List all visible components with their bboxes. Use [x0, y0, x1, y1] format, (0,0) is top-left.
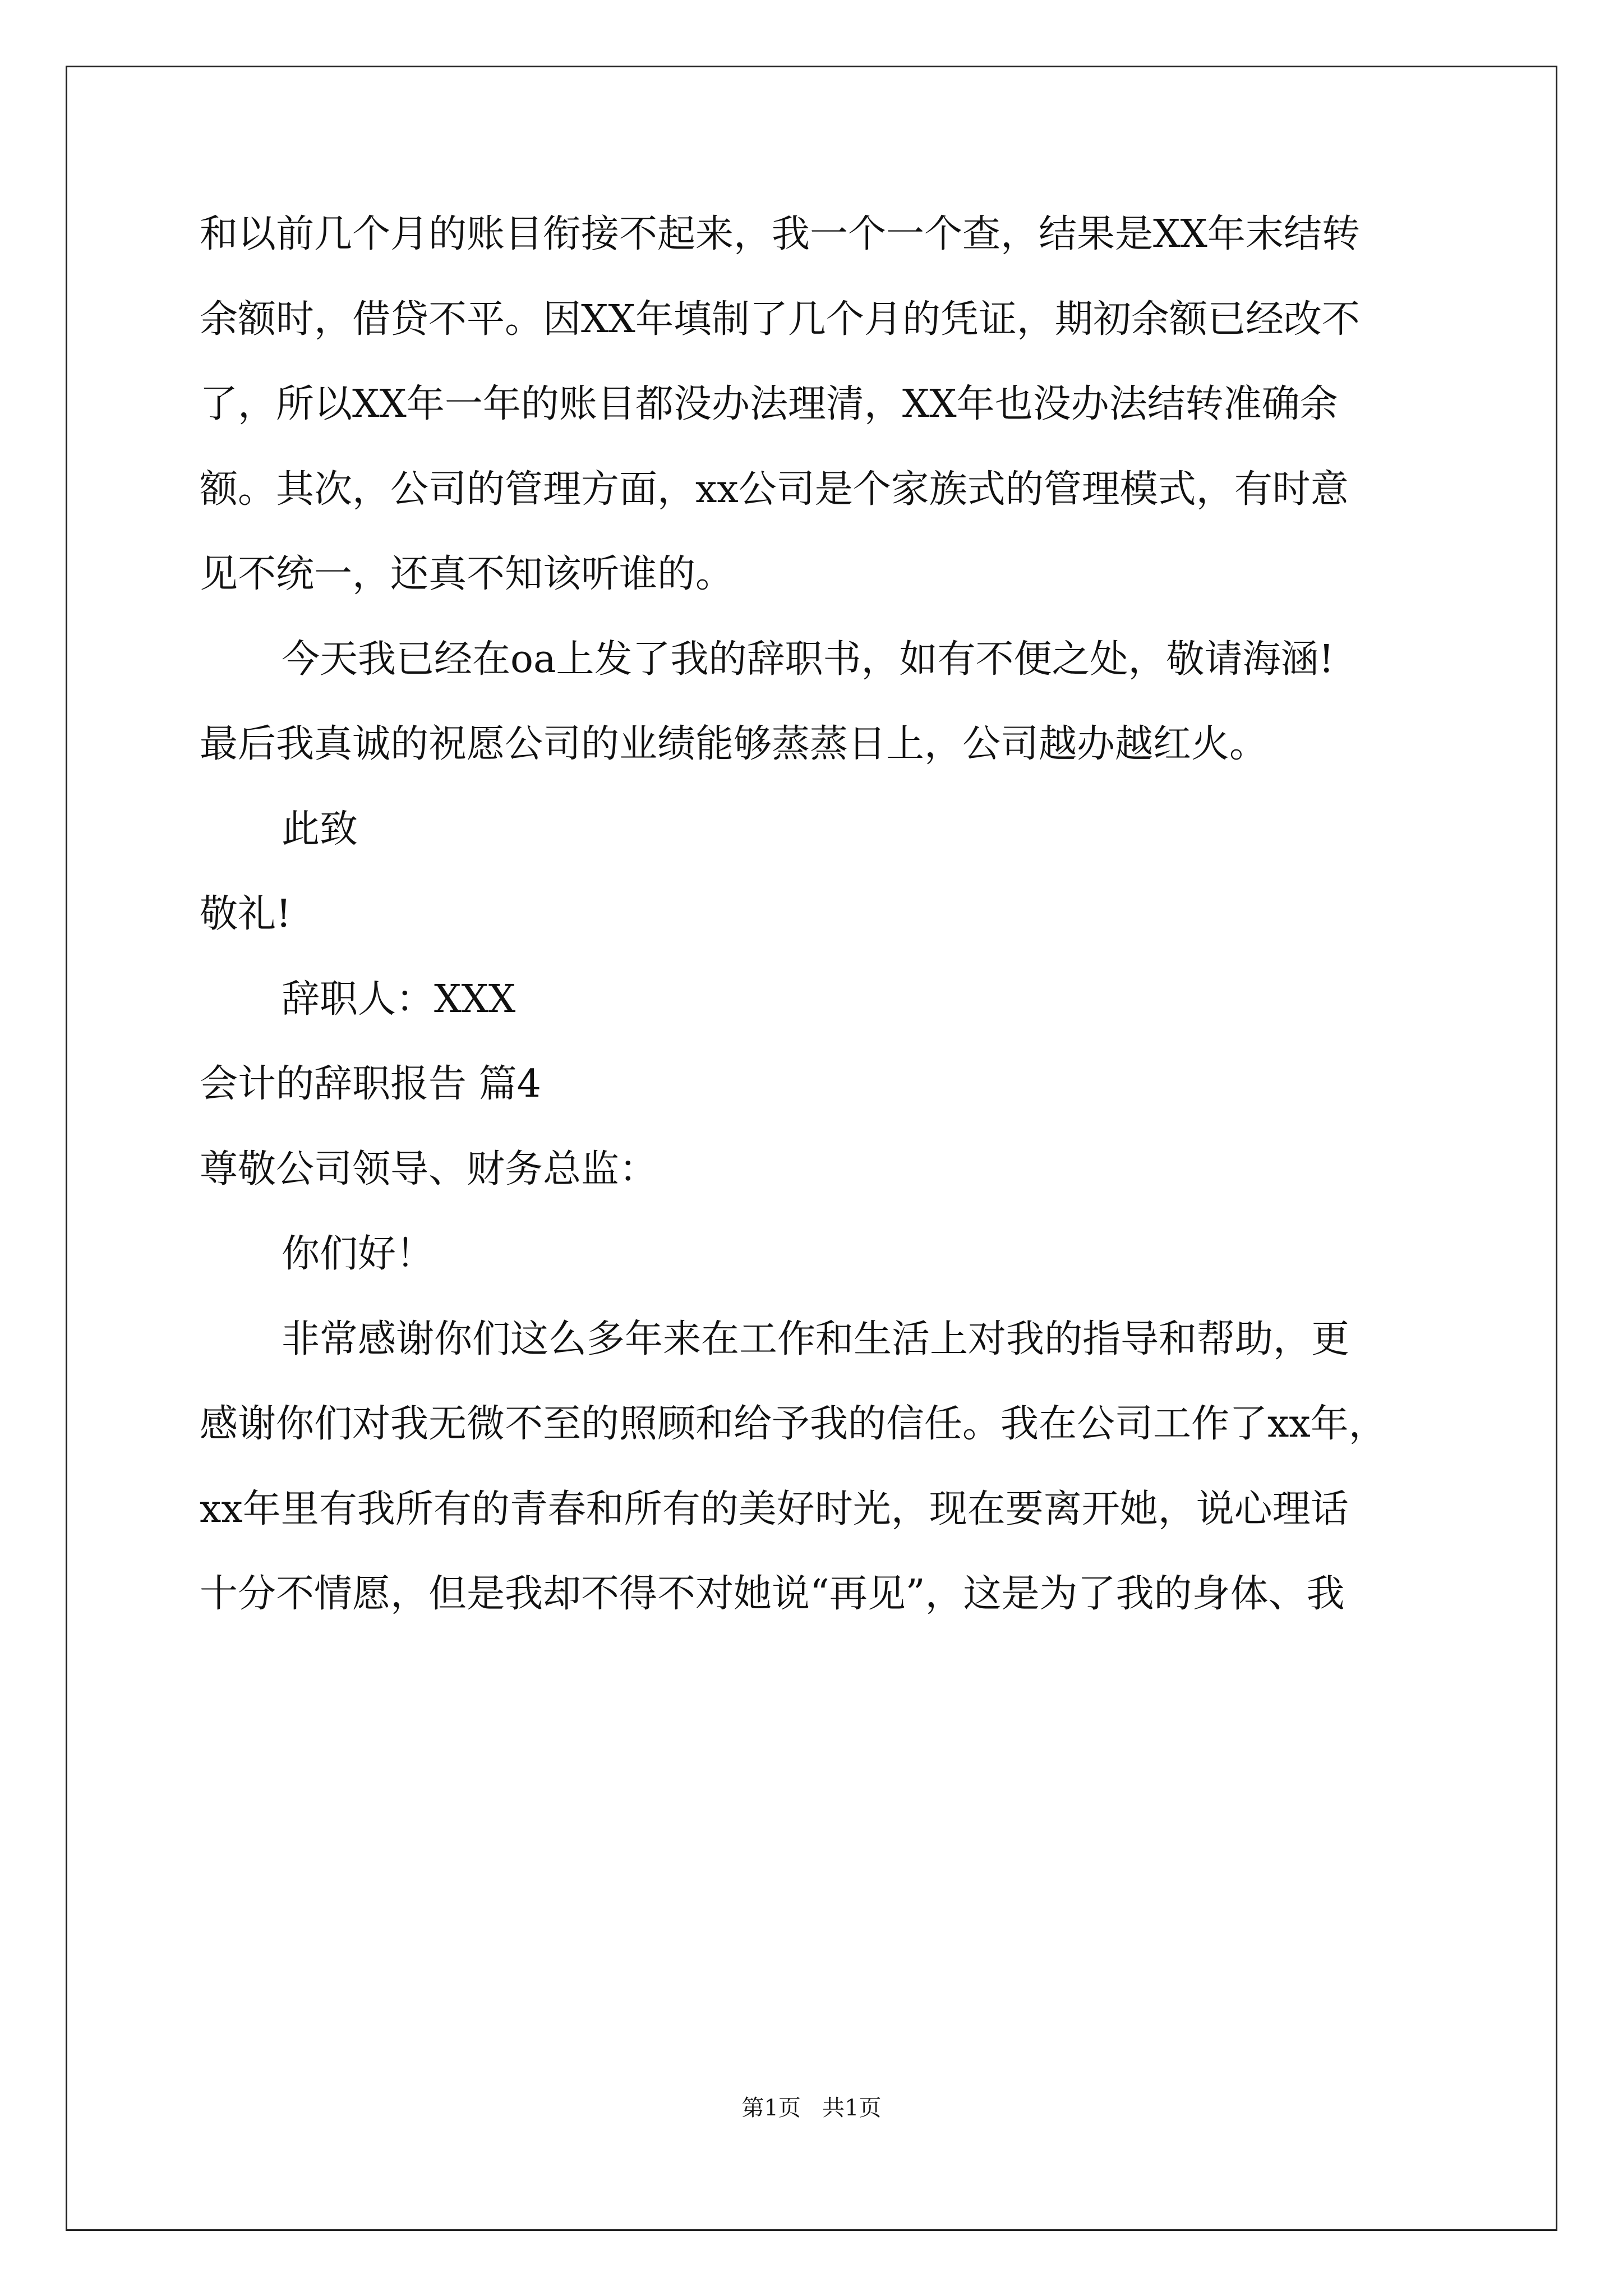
- page-footer: 第1页 共1页: [741, 2095, 882, 2121]
- section-heading: 会计的辞职报告 篇4: [200, 1062, 541, 1106]
- paragraph-line: 余额时，借贷不平。因XX年填制了几个月的凭证，期初余额已经改不: [200, 297, 1360, 342]
- paragraph-line: 最后我真诚的祝愿公司的业绩能够蒸蒸日上，公司越办越红火。: [200, 722, 1268, 766]
- letter-addressee: 尊敬公司领导、财务总监：: [200, 1147, 658, 1191]
- paragraph-line: 和以前几个月的账目衔接不起来，我一个一个查，结果是XX年末结转: [200, 212, 1360, 256]
- letter-greeting: 你们好！: [282, 1232, 435, 1276]
- paragraph-line: 今天我已经在oa上发了我的辞职书，如有不便之处，敬请海涵!: [282, 637, 1334, 682]
- paragraph-line: xx年里有我所有的青春和所有的美好时光，现在要离开她，说心理话: [200, 1487, 1349, 1531]
- closing-salutation: 此致: [282, 807, 358, 852]
- paragraph-line: 见不统一，还真不知该听谁的。: [200, 552, 734, 596]
- paragraph-line: 非常感谢你们这么多年来在工作和生活上对我的指导和帮助，更: [282, 1317, 1350, 1361]
- paragraph-line: 了，所以XX年一年的账目都没办法理清，XX年也没办法结转准确余: [200, 382, 1338, 426]
- paragraph-line: 十分不情愿，但是我却不得不对她说“再见”，这是为了我的身体、我: [200, 1572, 1345, 1616]
- paragraph-line: 额。其次，公司的管理方面，xx公司是个家族式的管理模式，有时意: [200, 467, 1349, 512]
- closing-regards: 敬礼!: [200, 892, 292, 936]
- signature-line: 辞职人：XXX: [282, 977, 516, 1022]
- paragraph-line: 感谢你们对我无微不至的照顾和给予我的信任。我在公司工作了xx年，: [200, 1402, 1387, 1446]
